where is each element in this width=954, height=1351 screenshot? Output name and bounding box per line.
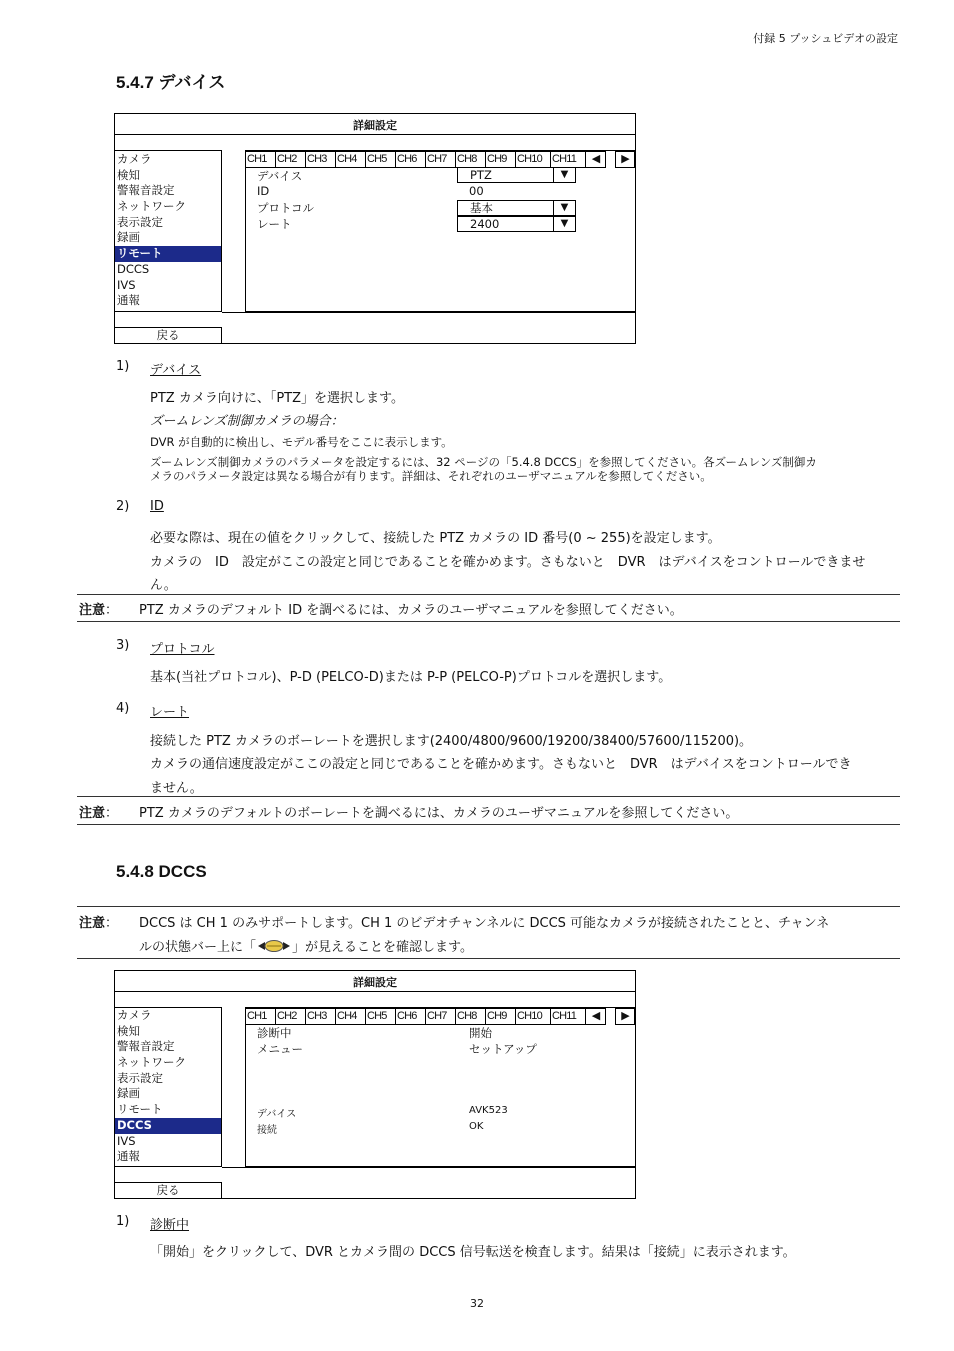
device-info-label: デバイス	[257, 1109, 297, 1120]
section-title-dccs: 5.4.8 DCCS	[116, 862, 207, 881]
note-text-line2: ルの状態バー上に「 」が見えることを確認します。	[139, 940, 473, 955]
note-rule-top	[77, 796, 900, 797]
tab-ch2[interactable]: CH2	[276, 151, 306, 168]
item-small-text: DVR が自動的に検出し、モデル番号をここに表示します。	[150, 435, 453, 449]
tab-ch10[interactable]: CH10	[516, 1008, 551, 1025]
prev-arrow-icon[interactable]: ◀	[586, 1008, 606, 1025]
tab-ch8[interactable]: CH8	[456, 151, 486, 168]
running-header: 付録 5 プッシュビデオの設定	[753, 32, 898, 45]
item-small-text: ズームレンズ制御カメラのパラメータを設定するには、32 ページの「5.4.8 DCCS」を参照してください。各ズームレンズ制御カ	[150, 455, 817, 469]
connection-value: OK	[469, 1121, 484, 1132]
dccs-panel	[245, 1007, 636, 1167]
note-label: 注意：	[79, 916, 119, 931]
menu-item-alert[interactable]: 警報音設定	[117, 1039, 175, 1054]
tab-ch6[interactable]: CH6	[396, 151, 426, 168]
menu-item-display[interactable]: 表示設定	[117, 1070, 163, 1085]
tab-ch10[interactable]: CH10	[516, 151, 551, 168]
item-title-device: デバイス	[150, 363, 202, 378]
section-title-device: 5.4.7 デバイス	[116, 73, 226, 92]
item-title-rate: レート	[150, 705, 190, 720]
advanced-settings-dialog-1	[114, 113, 636, 344]
tab-ch7[interactable]: CH7	[426, 1008, 456, 1025]
tab-ch7[interactable]: CH7	[426, 151, 456, 168]
connection-label: 接続	[257, 1125, 277, 1136]
settings-menu	[115, 150, 222, 312]
item-number: 1)	[116, 1214, 130, 1229]
note-text: PTZ カメラのデフォルトのボーレートを調べるには、カメラのユーザマニュアルを参照してください。	[139, 806, 739, 821]
item-text: カメラの通信速度設定がここの設定と同じであることを確かめます。さもないと DVR はデバイスをコントロールでき	[150, 757, 852, 772]
item-text: 必要な際は、現在の値をクリックして、接続した PTZ カメラの ID 番号(0 ~ 255)を設定します。	[150, 531, 721, 546]
device-label: デバイス	[257, 169, 303, 183]
device-select[interactable]	[457, 167, 576, 183]
next-arrow-icon[interactable]: ▶	[615, 1008, 635, 1025]
item-text: PTZ カメラ向けに、「PTZ」を選択します。	[150, 391, 404, 406]
item-italic-subhead: ズームレンズ制御カメラの場合：	[150, 414, 344, 429]
tab-ch5[interactable]: CH5	[366, 151, 396, 168]
menu-item-dccs[interactable]: DCCS	[115, 1118, 221, 1134]
tab-ch4[interactable]: CH4	[336, 151, 366, 168]
tab-ch8[interactable]: CH8	[456, 1008, 486, 1025]
item-text: 接続した PTZ カメラのボーレートを選択します(2400/4800/9600/19200/38400/57600/115200)。	[150, 734, 753, 749]
tab-ch5[interactable]: CH5	[366, 1008, 396, 1025]
item-text: 「開始」をクリックして、DVR とカメラ間の DCCS 信号転送を検査します。結果は「接続」に表示されます。	[150, 1245, 796, 1260]
item-number: 1)	[116, 359, 130, 374]
setup-button[interactable]: セットアップ	[469, 1042, 537, 1056]
protocol-label: プロトコル	[257, 201, 315, 215]
camera-status-icon	[256, 939, 292, 957]
note-rule-bottom	[77, 621, 900, 622]
note-rule-bottom	[77, 824, 900, 825]
item-title-protocol: プロトコル	[150, 642, 215, 657]
menu-item-alert[interactable]: 警報音設定	[117, 183, 175, 198]
device-info-value: AVK523	[469, 1105, 508, 1116]
menu-item-display[interactable]: 表示設定	[117, 214, 163, 229]
tab-ch11[interactable]: CH11	[551, 1008, 586, 1025]
tab-ch3[interactable]: CH3	[306, 151, 336, 168]
id-value[interactable]: 00	[469, 184, 484, 198]
menu-label: メニュー	[257, 1042, 303, 1056]
settings-menu	[115, 1007, 222, 1167]
item-text: カメラの ID 設定がここの設定と同じであることを確かめます。さもないと DVR はデバイスをコントロールできませ	[150, 555, 866, 570]
dropdown-arrow-icon[interactable]: ▼	[553, 200, 575, 216]
menu-item-detection[interactable]: 検知	[117, 1023, 140, 1038]
channel-tabs	[246, 151, 635, 168]
dialog-divider	[115, 991, 635, 992]
channel-tabs	[246, 1008, 635, 1025]
rate-value: 2400	[470, 217, 500, 231]
tab-ch1[interactable]: CH1	[246, 1008, 276, 1025]
id-label: ID	[257, 184, 270, 198]
rate-label: レート	[257, 217, 292, 231]
item-number: 2)	[116, 499, 130, 514]
dialog-title: 詳細設定	[353, 976, 397, 989]
back-button[interactable]: 戻る	[115, 327, 222, 343]
note-rule-bottom	[77, 958, 900, 959]
menu-item-notify[interactable]: 通報	[117, 293, 140, 308]
protocol-value: 基本	[470, 201, 493, 215]
menu-item-record[interactable]: 録画	[117, 230, 140, 245]
note-text: PTZ カメラのデフォルト ID を調べるには、カメラのユーザマニュアルを参照してください。	[139, 603, 683, 618]
menu-item-ivs[interactable]: IVS	[117, 1133, 136, 1148]
menu-item-camera[interactable]: カメラ	[117, 1008, 152, 1022]
tab-ch3[interactable]: CH3	[306, 1008, 336, 1025]
item-number: 3)	[116, 638, 130, 653]
menu-item-dccs[interactable]: DCCS	[117, 261, 150, 276]
item-small-text: メラのパラメータ設定は異なる場合が有ります。詳細は、それぞれのユーザマニュアルを参照してください。	[150, 469, 712, 483]
menu-item-camera[interactable]: カメラ	[117, 152, 152, 166]
item-title-diagnosis: 診断中	[150, 1218, 190, 1233]
menu-item-remote[interactable]: リモート	[115, 246, 221, 262]
menu-item-detection[interactable]: 検知	[117, 167, 140, 182]
menu-item-network[interactable]: ネットワーク	[117, 1055, 186, 1070]
dialog-bottom-divider	[222, 1167, 635, 1168]
tab-ch1[interactable]: CH1	[246, 151, 276, 168]
diagnosis-label: 診断中	[257, 1026, 292, 1040]
note-label: 注意：	[79, 603, 119, 618]
remote-panel	[245, 150, 636, 312]
prev-arrow-icon[interactable]: ◀	[586, 151, 606, 168]
tab-ch11[interactable]: CH11	[551, 151, 586, 168]
start-button[interactable]: 開始	[469, 1026, 492, 1040]
menu-item-remote[interactable]: リモート	[117, 1102, 163, 1117]
note-text: DCCS は CH 1 のみサポートします。CH 1 のビデオチャンネルに DCCS 可能なカメラが接続されたことと、チャンネ	[139, 916, 830, 931]
advanced-settings-dialog-2	[114, 970, 636, 1199]
item-text: ん。	[150, 578, 177, 593]
item-number: 4)	[116, 701, 130, 716]
dialog-bottom-divider	[222, 312, 635, 313]
protocol-select[interactable]	[457, 200, 576, 216]
device-value: PTZ	[470, 168, 492, 182]
dialog-divider	[115, 134, 635, 135]
tab-ch9[interactable]: CH9	[486, 1008, 516, 1025]
dropdown-arrow-icon[interactable]: ▼	[553, 167, 575, 183]
item-title-id: ID	[150, 499, 164, 514]
menu-item-record[interactable]: 録画	[117, 1086, 140, 1101]
dropdown-arrow-icon[interactable]: ▼	[553, 216, 575, 232]
page-number: 32	[470, 1297, 484, 1310]
tab-ch9[interactable]: CH9	[486, 151, 516, 168]
tab-ch4[interactable]: CH4	[336, 1008, 366, 1025]
dialog-title: 詳細設定	[353, 119, 397, 132]
rate-select[interactable]	[457, 216, 576, 232]
item-text: ません。	[150, 781, 203, 796]
menu-item-notify[interactable]: 通報	[117, 1149, 140, 1164]
back-button[interactable]: 戻る	[115, 1182, 222, 1198]
tab-ch6[interactable]: CH6	[396, 1008, 426, 1025]
tab-ch2[interactable]: CH2	[276, 1008, 306, 1025]
item-text: 基本(当社プロトコル)、P-D (PELCO-D)または P-P (PELCO-P)プロトコルを選択します。	[150, 670, 672, 685]
note-rule-top	[77, 594, 900, 595]
menu-item-network[interactable]: ネットワーク	[117, 199, 186, 214]
menu-item-ivs[interactable]: IVS	[117, 277, 136, 292]
note-label: 注意：	[79, 806, 119, 821]
next-arrow-icon[interactable]: ▶	[615, 151, 635, 168]
note-rule-top	[77, 906, 900, 907]
